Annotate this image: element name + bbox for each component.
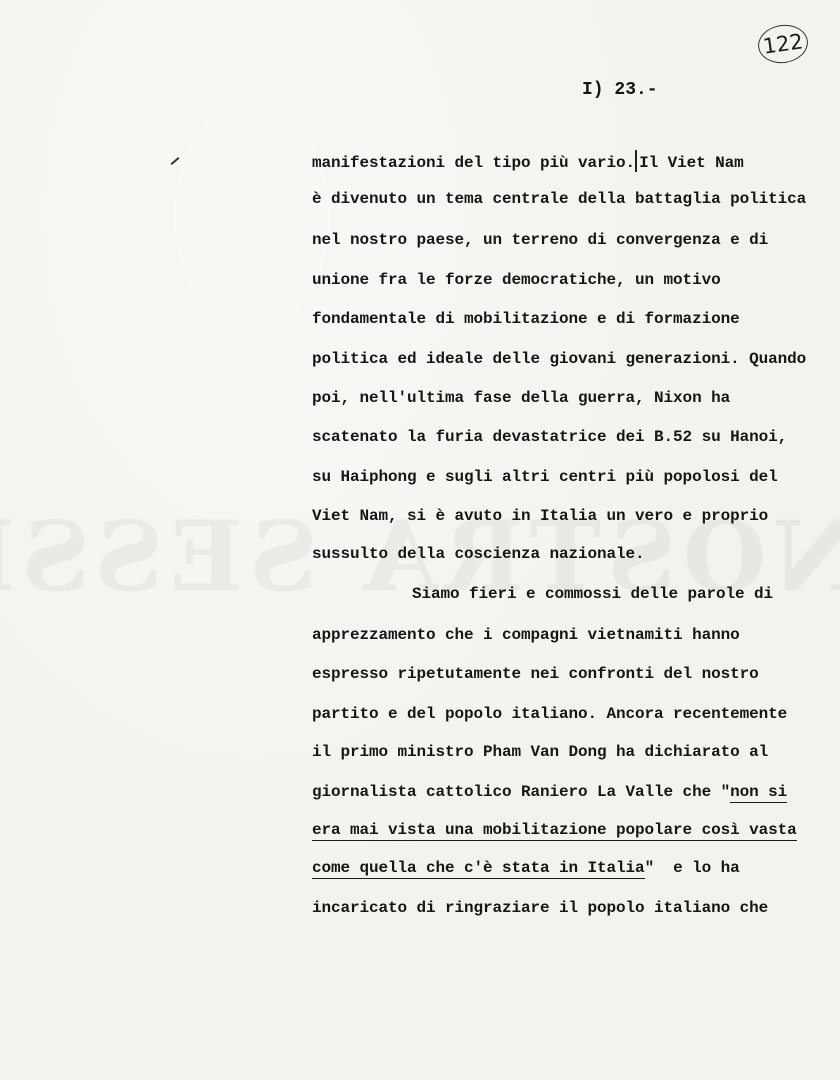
page-number: I) 23.-: [582, 80, 658, 100]
underlined-quote: non si: [730, 783, 788, 801]
text-line: fondamentale di mobilitazione e di formazione: [312, 310, 740, 328]
text-line: incaricato di ringraziare il popolo italiano che: [312, 899, 769, 917]
text-line: [312, 859, 740, 877]
text-segment: manifestazioni del tipo più vario.: [312, 154, 636, 172]
text-line: [312, 821, 797, 839]
text-line: è divenuto un tema centrale della battaglia politica: [312, 190, 807, 208]
text-line: apprezzamento che i compagni vietnamiti hanno: [312, 626, 740, 644]
text-line: [312, 150, 744, 172]
underlined-quote: era mai vista una mobilitazione popolare così vasta: [312, 821, 797, 839]
text-line: nel nostro paese, un terreno di convergenza e di: [312, 231, 769, 249]
text-segment: " e lo ha: [644, 859, 740, 877]
text-line: unione fra le forze democratiche, un motivo: [312, 271, 721, 289]
text-line: [312, 783, 787, 801]
text-line: espresso ripetutamente nei confronti del nostro: [312, 665, 759, 683]
text-line: politica ed ideale delle giovani generazioni. Quando: [312, 350, 807, 368]
text-line: Viet Nam, si è avuto in Italia un vero e proprio: [312, 507, 769, 525]
insertion-bracket-mark: [635, 150, 637, 172]
text-segment: giornalista cattolico Raniero La Valle che ": [312, 783, 731, 801]
folio-number: 122: [761, 29, 805, 59]
text-segment: Il Viet Nam: [639, 154, 744, 172]
text-line: Siamo fieri e commossi delle parole di: [412, 585, 774, 603]
underlined-quote: come quella che c'è stata in Italia: [312, 859, 645, 877]
text-line: partito e del popolo italiano. Ancora recentemente: [312, 705, 788, 723]
text-line: scatenato la furia devastatrice dei B.52 su Hanoi,: [312, 428, 788, 446]
folio-number-stamp: [756, 22, 811, 67]
text-line: il primo ministro Pham Van Dong ha dichiarato al: [312, 743, 769, 761]
margin-pen-mark: [171, 157, 180, 165]
text-line: sussulto della coscienza nazionale.: [312, 545, 645, 563]
text-line: su Haiphong e sugli altri centri più popolosi del: [312, 468, 778, 486]
text-line: poi, nell'ultima fase della guerra, Nixon ha: [312, 389, 731, 407]
